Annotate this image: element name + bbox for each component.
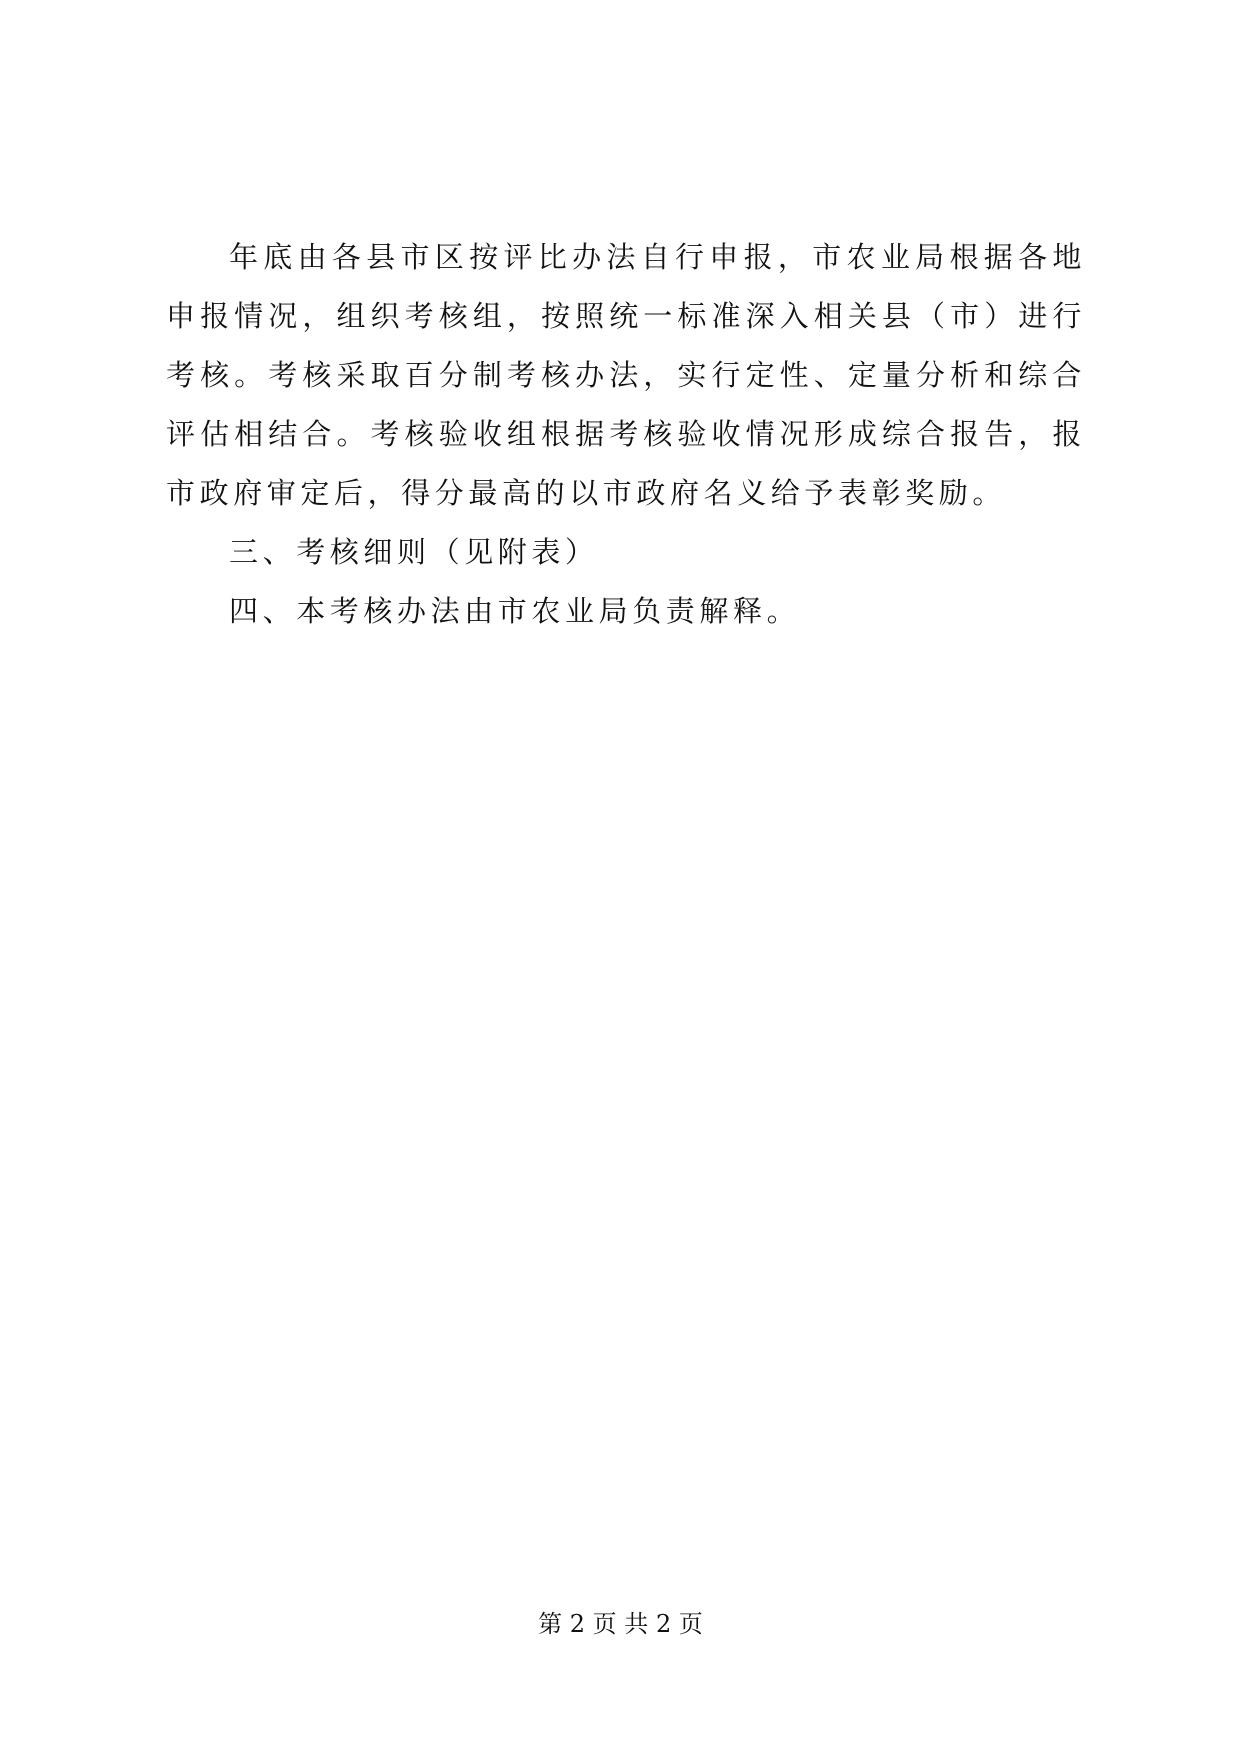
page-footer: 第 2 页 共 2 页 xyxy=(538,1610,703,1638)
paragraph-assessment-procedure: 年底由各县市区按评比办法自行申报，市农业局根据各地申报情况，组织考核组，按照统一标准深入相关县（市）进行考核。考核采取百分制考核办法，实行定性、定量分析和综合评估相结合。考核验收组根据考核验收情况形成综合报告，报市政府审定后，得分最高的以市政府名义给予表彰奖励。 xyxy=(166,240,1086,510)
paragraph-assessment-rules: 三、考核细则（见附表） xyxy=(229,535,599,569)
paragraph-interpretation: 四、本考核办法由市农业局负责解释。 xyxy=(229,594,801,628)
document-body xyxy=(166,228,1086,641)
